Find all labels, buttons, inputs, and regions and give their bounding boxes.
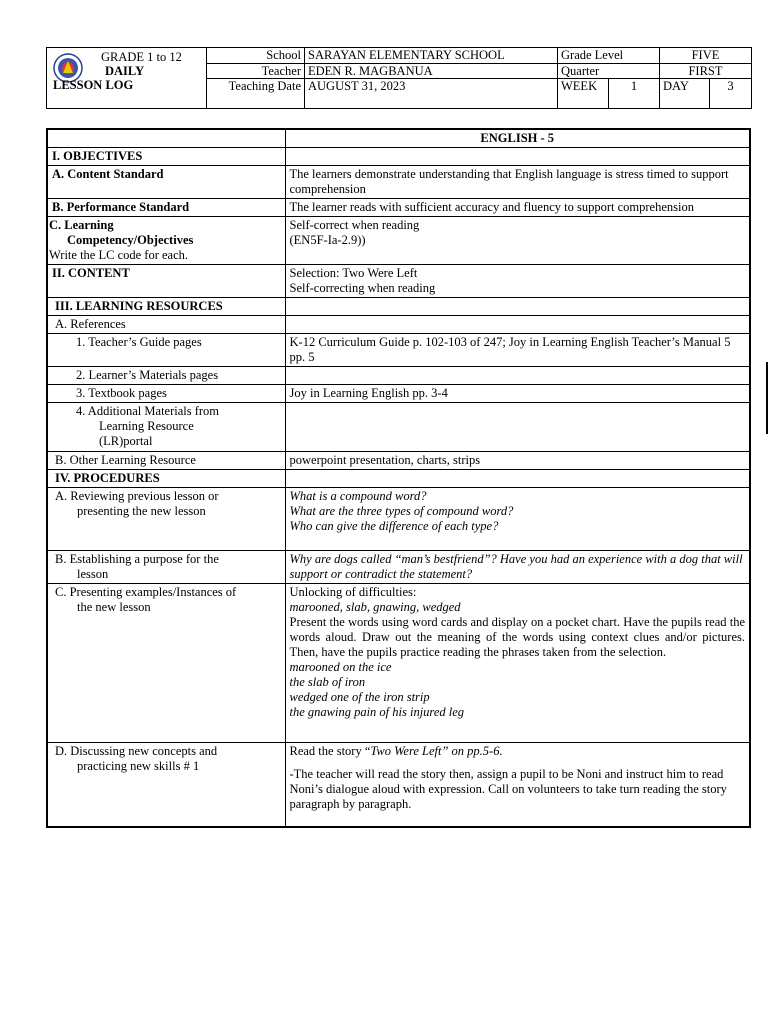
teaching-date-value: AUGUST 31, 2023 [305, 79, 558, 109]
grade-level-label: Grade Level [558, 48, 660, 64]
competency-label: C. Learning Competency/Objectives Write the LC code for each. [47, 217, 285, 265]
school-value: SARAYAN ELEMENTARY SCHOOL [305, 48, 558, 64]
resources-heading-row [47, 298, 750, 316]
other-resource-label: B. Other Learning Resource [47, 452, 285, 470]
week-label: WEEK [558, 79, 609, 109]
objectives-heading-row [47, 148, 750, 166]
procedure-c-label: C. Presenting examples/Instances of the new lesson [47, 584, 285, 743]
lesson-table [46, 128, 751, 828]
teachers-guide-value: K-12 Curriculum Guide p. 102-103 of 247; Joy in Learning English Teacher’s Manual 5 pp. 5 [285, 334, 750, 367]
learners-materials-label: 2. Learner’s Materials pages [47, 367, 285, 385]
content-row [47, 265, 750, 298]
objectives-heading: I. OBJECTIVES [47, 148, 285, 166]
other-resource-row [47, 452, 750, 470]
procedure-a-value: What is a compound word? What are the three types of compound word? Who can give the difference of each type? [285, 488, 750, 551]
lesson-log-label: LESSON LOG [53, 78, 134, 92]
procedures-heading-row [47, 470, 750, 488]
subject-row [47, 129, 750, 148]
subject-title: ENGLISH - 5 [285, 129, 750, 148]
content-standard-row [47, 166, 750, 199]
week-value: 1 [609, 79, 660, 109]
procedure-a-row [47, 488, 750, 551]
procedure-c-value: Unlocking of difficulties: marooned, slab, gnawing, wedged Present the words using word cards and display on a pocket chart. Have the pupils read the words aloud. Draw out the meaning of the words using context clues and/or pictures. Then, have the pupils practice reading the phrases taken from the selection. marooned on the ice the slab of iron wedged one of the iron strip the gnawing pain of his injured leg [285, 584, 750, 743]
quarter-label: Quarter [558, 64, 660, 79]
daily-label: DAILY [105, 64, 145, 78]
textbook-value: Joy in Learning English pp. 3-4 [285, 385, 750, 403]
competency-row [47, 217, 750, 265]
header-logo-cell [47, 48, 207, 109]
textbook-label: 3. Textbook pages [47, 385, 285, 403]
procedure-d-value: Read the story “Two Were Left” on pp.5-6. -The teacher will read the story then, assign a pupil to be Noni and instruct him to read Noni’s dialogue aloud with expression. Call on volunteers to take turn reading the story paragraph by paragraph. [285, 743, 750, 828]
resources-heading: III. LEARNING RESOURCES [47, 298, 285, 316]
quarter-value: FIRST [660, 64, 752, 79]
teacher-label: Teacher [207, 64, 305, 79]
grade-level-value: FIVE [660, 48, 752, 64]
teachers-guide-row [47, 334, 750, 367]
procedure-d-label: D. Discussing new concepts and practicing new skills # 1 [47, 743, 285, 828]
day-label: DAY [660, 79, 710, 109]
teaching-date-label: Teaching Date [207, 79, 305, 109]
performance-standard-row [47, 199, 750, 217]
school-label: School [207, 48, 305, 64]
teachers-guide-label: 1. Teacher’s Guide pages [47, 334, 285, 367]
references-label: A. References [47, 316, 285, 334]
content-standard-label: A. Content Standard [47, 166, 285, 199]
learners-materials-row [47, 367, 750, 385]
competency-value: Self-correct when reading (EN5F-Ia-2.9)) [285, 217, 750, 265]
other-resource-value: powerpoint presentation, charts, strips [285, 452, 750, 470]
performance-standard-label: B. Performance Standard [47, 199, 285, 217]
procedure-b-row [47, 551, 750, 584]
procedure-b-label: B. Establishing a purpose for the lesson [47, 551, 285, 584]
teacher-value: EDEN R. MAGBANUA [305, 64, 558, 79]
content-standard-value: The learners demonstrate understanding that English language is stress timed to support comprehension [285, 166, 750, 199]
procedures-heading: IV. PROCEDURES [47, 470, 285, 488]
procedure-d-row [47, 743, 750, 828]
procedure-a-label: A. Reviewing previous lesson or presenting the new lesson [47, 488, 285, 551]
program-label: GRADE 1 to 12 [101, 50, 182, 64]
references-row [47, 316, 750, 334]
additional-materials-row [47, 403, 750, 452]
content-value: Selection: Two Were Left Self-correcting when reading [285, 265, 750, 298]
performance-standard-value: The learner reads with sufficient accuracy and fluency to support comprehension [285, 199, 750, 217]
content-heading: II. CONTENT [47, 265, 285, 298]
additional-materials-label: 4. Additional Materials from Learning Resource (LR)portal [47, 403, 285, 452]
day-value: 3 [710, 79, 752, 109]
procedure-b-value: Why are dogs called “man’s bestfriend”? Have you had an experience with a dog that will support or contradict the statement? [285, 551, 750, 584]
textbook-row [47, 385, 750, 403]
header-table [46, 47, 752, 109]
procedure-c-row [47, 584, 750, 743]
